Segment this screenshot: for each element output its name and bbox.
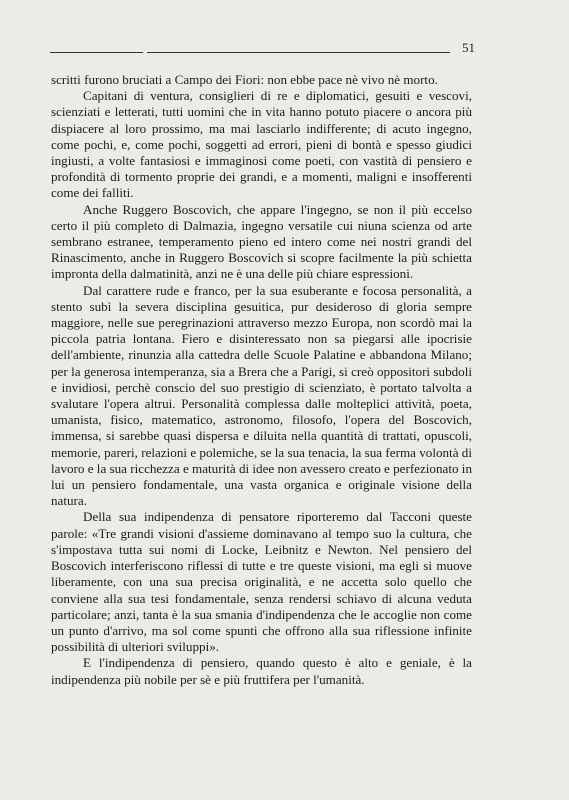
paragraph-2: Capitani di ventura, consiglieri di re e diplomatici, gesuiti e vescovi, scienziati e letterati, tutti uomini che in vita hanno potuto piacere o ancora più dispiacere al loro prossimo, ma mai lasciarlo indifferente; di acuto ingegno, come pochi, e, come pochi, soggetti ad errori, pieni di bontà e spesso giudici ingiusti, a volte fantasiosi e immaginosi come poeti, con vastità di pensiero e profondità di tormento proprie dei grandi, e a momenti, maligni e insofferenti come dei falliti. xyxy=(51,88,472,201)
paragraph-4: Dal carattere rude e franco, per la sua esuberante e focosa personalità, a stento subì la severa disciplina gesuitica, pur desideroso di gloria sempre maggiore, nelle sue peregrinazioni attraverso mezzo Europa, non scordò mai la piccola patria lontana. Fiero e disinteressato non sa piegarsi alle ipocrisie dell'ambiente, rinunzia alla cattedra delle Scuole Palatine e abbandona Milano; per la generosa intemperanza, sia a Brera che a Parigi, si creò oppositori subdoli e invidiosi, perchè conscio del suo prestigio di scienziato, è portato talvolta a svalutare l'opera altrui. Personalità complessa dalle molteplici attività, poeta, umanista, fisico, matematico, astronomo, filosofo, l'opera del Boscovich, immensa, si sarebbe quasi dispersa e diluita nella quantità di trattati, opuscoli, memorie, pareri, relazioni e polemiche, se la sua tenacia, la sua ferma volontà di lavoro e la sua ricchezza e maturità di idee non avessero creato e perfezionato in lui un pensiero fondamentale, una vasta organica e originale visione della natura. xyxy=(51,282,472,509)
paragraph-3: Anche Ruggero Boscovich, che appare l'ingegno, se non il più eccelso certo il più completo di Dalmazia, ingegno versatile cui niuna scienza od arte sembrano estranee, temperamento pieno ed intero come nei nostri grandi del Rinascimento, anche in Ruggero Boscovich si scopre facilmente la più schietta impronta della dalmatinità, anzi ne è una delle più chiare espressioni. xyxy=(51,201,472,282)
page-body xyxy=(51,72,472,688)
paragraph-6: E l'indipendenza di pensiero, quando questo è alto e geniale, è la indipendenza più nobile per sè e più fruttifera per l'umanità. xyxy=(51,655,472,687)
page-number: 51 xyxy=(462,40,475,55)
header-rule-left xyxy=(50,52,143,53)
paragraph-5: Della sua indipendenza di pensatore riporteremo dal Tacconi queste parole: «Tre grandi visioni d'assieme dominavano al tempo suo la cultura, che s'impostava tutta sui nomi di Locke, Leibnitz e Newton. Nel pensiero del Boscovich interferiscono riflessi di tutte e tre queste visioni, ma egli si muove liberamente, con una sua precisa originalità, e ne accetta solo quello che conviene alla sua tesi fondamentale, senza rendersi schiavo di alcuna veduta particolare; anzi, tanta è la sua smania d'indipendenza che le accoglie non come un punto d'arrivo, ma sol come spunti che offrono alla sua riflessione infinite possibilità di ulteriori sviluppi». xyxy=(51,509,472,655)
paragraph-1: scritti furono bruciati a Campo dei Fiori: non ebbe pace nè vivo nè morto. xyxy=(51,72,438,87)
header-rule-right xyxy=(147,52,450,53)
